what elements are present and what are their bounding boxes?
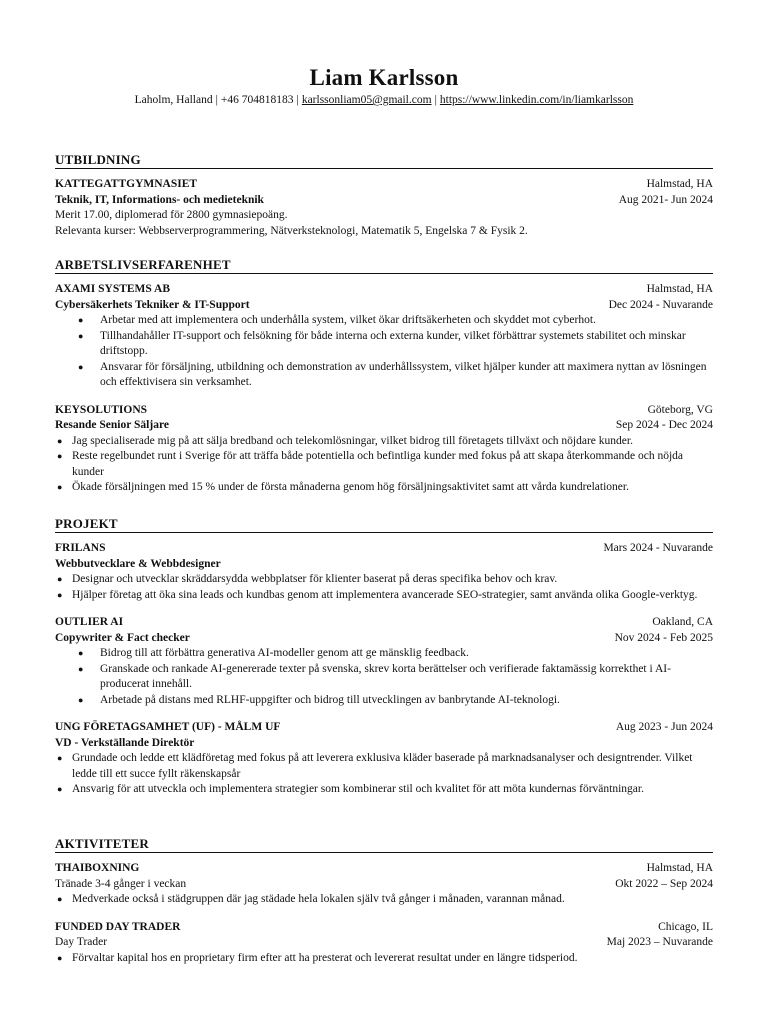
bullet-item: ● Arbetade på distans med RLHF-uppgifter och bidrog till utvecklingen av banbrytande AI-teknologi. — [55, 693, 713, 709]
activity-dates: Maj 2023 – Nuvarande — [606, 936, 713, 948]
bullet-item: ● Hjälper företag att öka sina leads och kundbas genom att implementera avancerade SEO-strategier, samt använda olika Google-verktyg. — [55, 588, 713, 604]
bullet-item: ● Designar och utvecklar skräddarsydda webbplatser för klienter baserat på deras specifika behov och krav. — [55, 572, 713, 588]
activity-role: Day Trader — [55, 936, 108, 948]
section-title: PROJEKT — [55, 515, 713, 533]
education-entry — [55, 177, 713, 239]
job-title: Resande Senior Säljare — [55, 419, 169, 431]
activity-bullets — [55, 951, 713, 967]
phone: +46 704818183 — [220, 94, 294, 106]
bullet-item: ● Granskade och rankade AI-genererade texter på svenska, skrev korta berättelser och verifierade faktamässig korrekthet i AI-producerat innehåll. — [55, 662, 713, 693]
bullet-item: ● Arbetar med att implementera och underhålla system, vilket ökar driftsäkerheten och skyddet mot cyberhot. — [55, 313, 713, 329]
project-name: UNG FÖRETAGSAMHET (UF) - MÅLM UF — [55, 721, 281, 733]
person-name: Liam Karlsson — [309, 65, 459, 90]
bullet-item: ● Jag specialiserade mig på att sälja bredband och telekomlösningar, vilket bidrog till företagets tillväxt och nöjdare kunder. — [55, 434, 713, 450]
job-bullets — [55, 313, 713, 391]
email-link[interactable]: karlssonliam05@gmail.com — [301, 94, 432, 106]
project-role: VD - Verkställande Direktör — [55, 736, 195, 749]
project-name: OUTLIER AI — [55, 616, 124, 628]
projects-section — [55, 515, 713, 810]
activity-location: Chicago, IL — [658, 920, 713, 933]
job-dates: Dec 2024 - Nuvarande — [608, 298, 713, 311]
education-merit: Merit 17.00, diplomerad för 2800 gymnasiepoäng. — [55, 209, 288, 221]
bullet-item: ● Medverkade också i städgruppen där jag städade hela lokalen själv två gånger i månaden, varannan månad. — [55, 892, 713, 908]
project-dates: Nov 2024 - Feb 2025 — [614, 631, 713, 644]
school-location: Halmstad, HA — [646, 178, 713, 190]
bullet-item: ● Förvaltar kapital hos en proprietary firm efter att ha presterat och levererat resultat under en längre tidsperiod. — [55, 951, 713, 967]
project-entry — [55, 541, 713, 603]
project-bullets — [55, 572, 713, 603]
project-dates: Aug 2023 - Jun 2024 — [615, 721, 713, 733]
work-section — [55, 256, 713, 508]
bullet-item: ● Reste regelbundet runt i Sverige för att träffa både potentiella och befintliga kunder med fokus på att skapa återkommande och nöjda kunder — [55, 449, 713, 480]
bullet-item: ● Ansvarig för att utveckla och implementera strategier som kombinerar stil och kvalitet för att möta kundernas förväntningar. — [55, 782, 713, 798]
program-name: Teknik, IT, Informations- och medieteknik — [55, 193, 264, 206]
section-title: ARBETSLIVSERFARENHET — [55, 256, 713, 274]
section-title: AKTIVITETER — [55, 835, 713, 853]
activity-entry — [55, 920, 713, 967]
job-entry — [55, 282, 713, 391]
contact-line: Laholm, Halland | +46 704818183 | karlssonliam05@gmail.com | https://www.linkedin.com/in/liamkarlsson — [134, 94, 634, 106]
project-entry — [55, 720, 713, 798]
company-name: KEYSOLUTIONS — [55, 403, 148, 416]
activity-entry — [55, 861, 713, 908]
bullet-item: ● Tillhandahåller IT-support och felsökning för både interna och externa kunder, vilket förbättrar systemets stabilitet och minskar driftstopp. — [55, 329, 713, 360]
activities-section — [55, 835, 713, 978]
bullet-item: ● Grundade och ledde ett klädföretag med fokus på att leverera exklusiva kläder baserade på marknadsanalyser och designtrender. Vilket ledde till ett succe fyllt räkenskapsår — [55, 751, 713, 782]
job-entry — [55, 403, 713, 496]
education-dates: Aug 2021- Jun 2024 — [618, 193, 713, 206]
company-name: AXAMI SYSTEMS AB — [55, 283, 171, 295]
activity-name: THAIBOXNING — [55, 862, 140, 874]
education-courses: Relevanta kurser: Webbserverprogrammering, Nätverksteknologi, Matematik 5, Engelska 7 & Fysik 2. — [55, 224, 528, 237]
job-dates: Sep 2024 - Dec 2024 — [615, 419, 713, 431]
project-entry — [55, 615, 713, 708]
activity-name: FUNDED DAY TRADER — [55, 920, 181, 933]
linkedin-link[interactable]: https://www.linkedin.com/in/liamkarlsson — [439, 94, 634, 106]
bullet-item: ● Ökade försäljningen med 15 % under de första månaderna genom hög försäljningsaktivitet samt att vårda kundrelationer. — [55, 480, 713, 496]
activity-role: Tränade 3-4 gånger i veckan — [55, 877, 187, 890]
job-title: Cybersäkerhets Tekniker & IT-Support — [55, 298, 250, 311]
education-section — [55, 151, 713, 251]
bullet-item: ● Bidrog till att förbättra generativa AI-modeller genom att ge mänsklig feedback. — [55, 646, 713, 662]
project-bullets — [55, 646, 713, 708]
project-location: Oakland, CA — [652, 616, 713, 628]
section-title: UTBILDNING — [55, 151, 713, 169]
resume-header — [0, 64, 768, 109]
job-location: Göteborg, VG — [647, 403, 713, 416]
project-name: FRILANS — [55, 542, 106, 554]
project-dates: Mars 2024 - Nuvarande — [603, 542, 713, 554]
job-location: Halmstad, HA — [646, 283, 713, 295]
school-name: KATTEGATTGYMNASIET — [55, 178, 198, 190]
project-role: Copywriter & Fact checker — [55, 631, 190, 644]
activity-bullets — [55, 892, 713, 908]
location: Laholm, Halland — [134, 94, 213, 106]
project-bullets — [55, 751, 713, 798]
activity-location: Halmstad, HA — [646, 862, 713, 874]
activity-dates: Okt 2022 – Sep 2024 — [615, 877, 713, 890]
bullet-item: ● Ansvarar för försäljning, utbildning och demonstration av underhållssystem, vilket hjälper kunder att maximera nyttan av lösningen och effektivisera sin verksamhet. — [55, 360, 713, 391]
job-bullets — [55, 434, 713, 496]
project-role: Webbutvecklare & Webbdesigner — [55, 557, 221, 570]
